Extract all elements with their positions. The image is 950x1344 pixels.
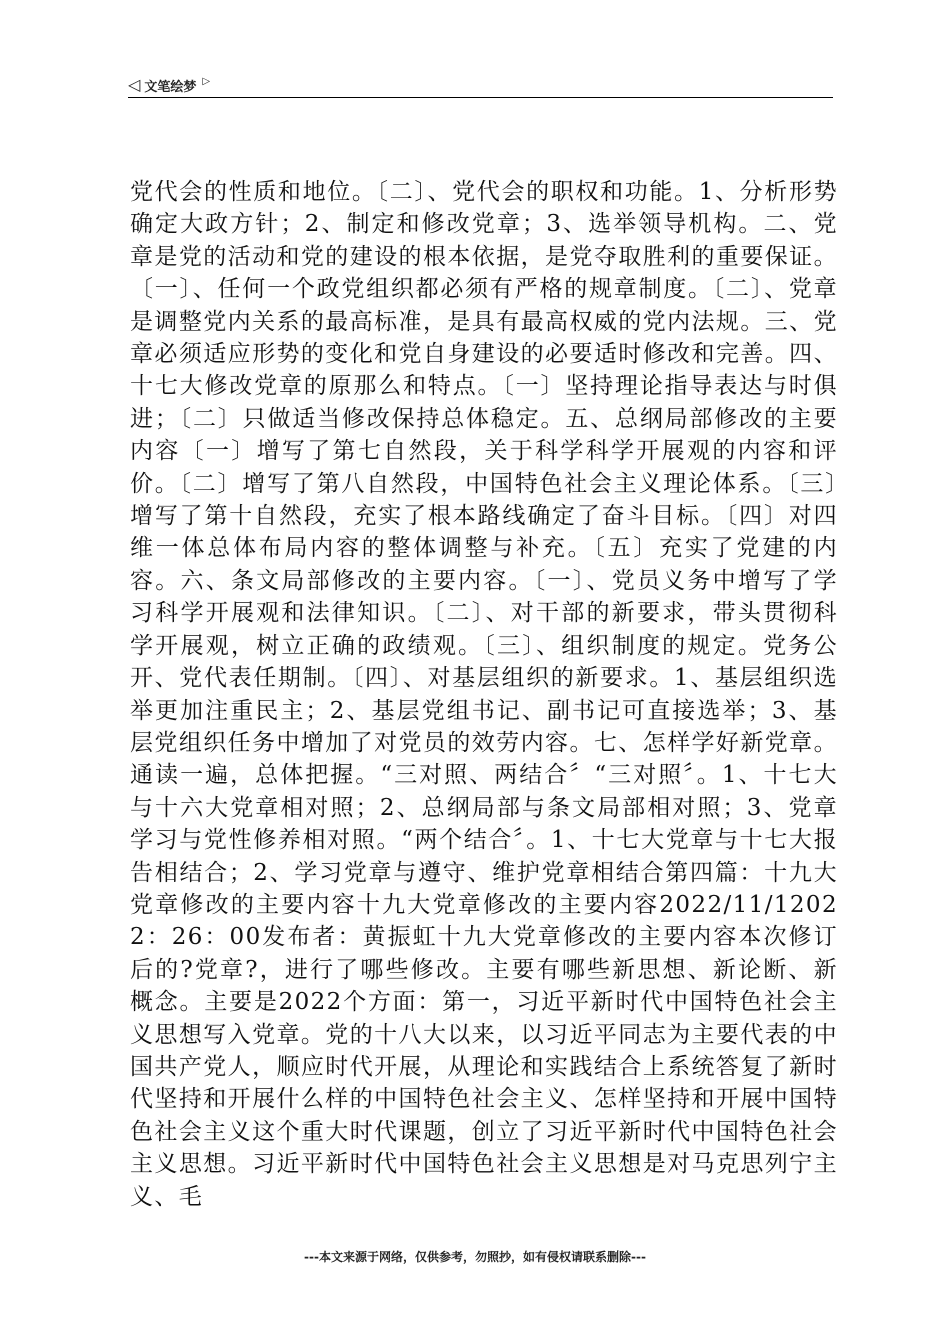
body-paragraph: 党代会的性质和地位。〔二〕、党代会的职权和功能。1、分析形势确定大政方针；2、制定和修改党章；3、选举领导机构。二、党章是党的活动和党的建设的根本依据，是党夺取胜利的重要保证。〔一〕、任何一个政党组织都必须有严格的规章制度。〔二〕、党章是调整党内关系的最高标准，是具有最高权威的党内法规。三、党章必须适应形势的变化和党自身建设的必要适时修改和完善。四、十七大修改党章的原那么和特点。〔一〕坚持理论指导表达与时俱进；〔二〕只做适当修改保持总体稳定。五、总纲局部修改的主要内容〔一〕增写了第七自然段，关于科学科学开展观的内容和评价。〔二〕增写了第八自然段，中国特色社会主义理论体系。〔三〕增写了第十自然段，充实了根本路线确定了奋斗目标。〔四〕对四维一体总体布局内容的整体调整与补充。〔五〕充实了党建的内容。六、条文局部修改的主要内容。〔一〕、党员义务中增写了学习科学开展观和法律知识。〔二〕、对干部的新要求，带头贯彻科学开展观，树立正确的政绩观。〔三〕、组织制度的规定。党务公开、党代表任期制。〔四〕、对基层组织的新要求。1、基层组织选举更加注重民主；2、基层党组书记、副书记可直接选举；3、基层党组织任务中增加了对党员的效劳内容。七、怎样学好新党章。通读一遍，总体把握。“三对照、两结合〞“三对照〞。1、十七大与十六大党章相对照；2、总纲局部与条文局部相对照；3、党章学习与党性修养相对照。“两个结合〞。1、十七大党章与十七大报告相结合；2、学习党章与遵守、维护党章相结合第四篇：十九大党章修改的主要内容十九大党章修改的主要内容2022/11/12022：26：00发布者：黄振虹十九大党章修改的主要内容本次修订后的?党章?，进行了哪些修改。主要有哪些新思想、新论断、新概念。主要是2022个方面：第一，习近平新时代中国特色社会主义思想写入党章。党的十八大以来，以习近平同志为主要代表的中国共产党人，顺应时代开展，从理论和实践结合上系统答复了新时代坚持和开展什么样的中国特色社会主义、怎样坚持和开展中国特色社会主义这个重大时代课题，创立了习近平新时代中国特色社会主义思想。习近平新时代中国特色社会主义思想是对马克思列宁主义、毛 [130,179,838,1210]
right-triangle-icon: ▷ [202,76,211,87]
header-divider [128,97,833,98]
header-title: 文笔绘梦 [144,79,197,95]
left-triangle-icon: ◁ [128,75,141,94]
page-header [128,74,833,96]
page-footer: ---本文来源于网络，仅供参考，勿照抄，如有侵权请联系删除--- [304,1250,646,1264]
